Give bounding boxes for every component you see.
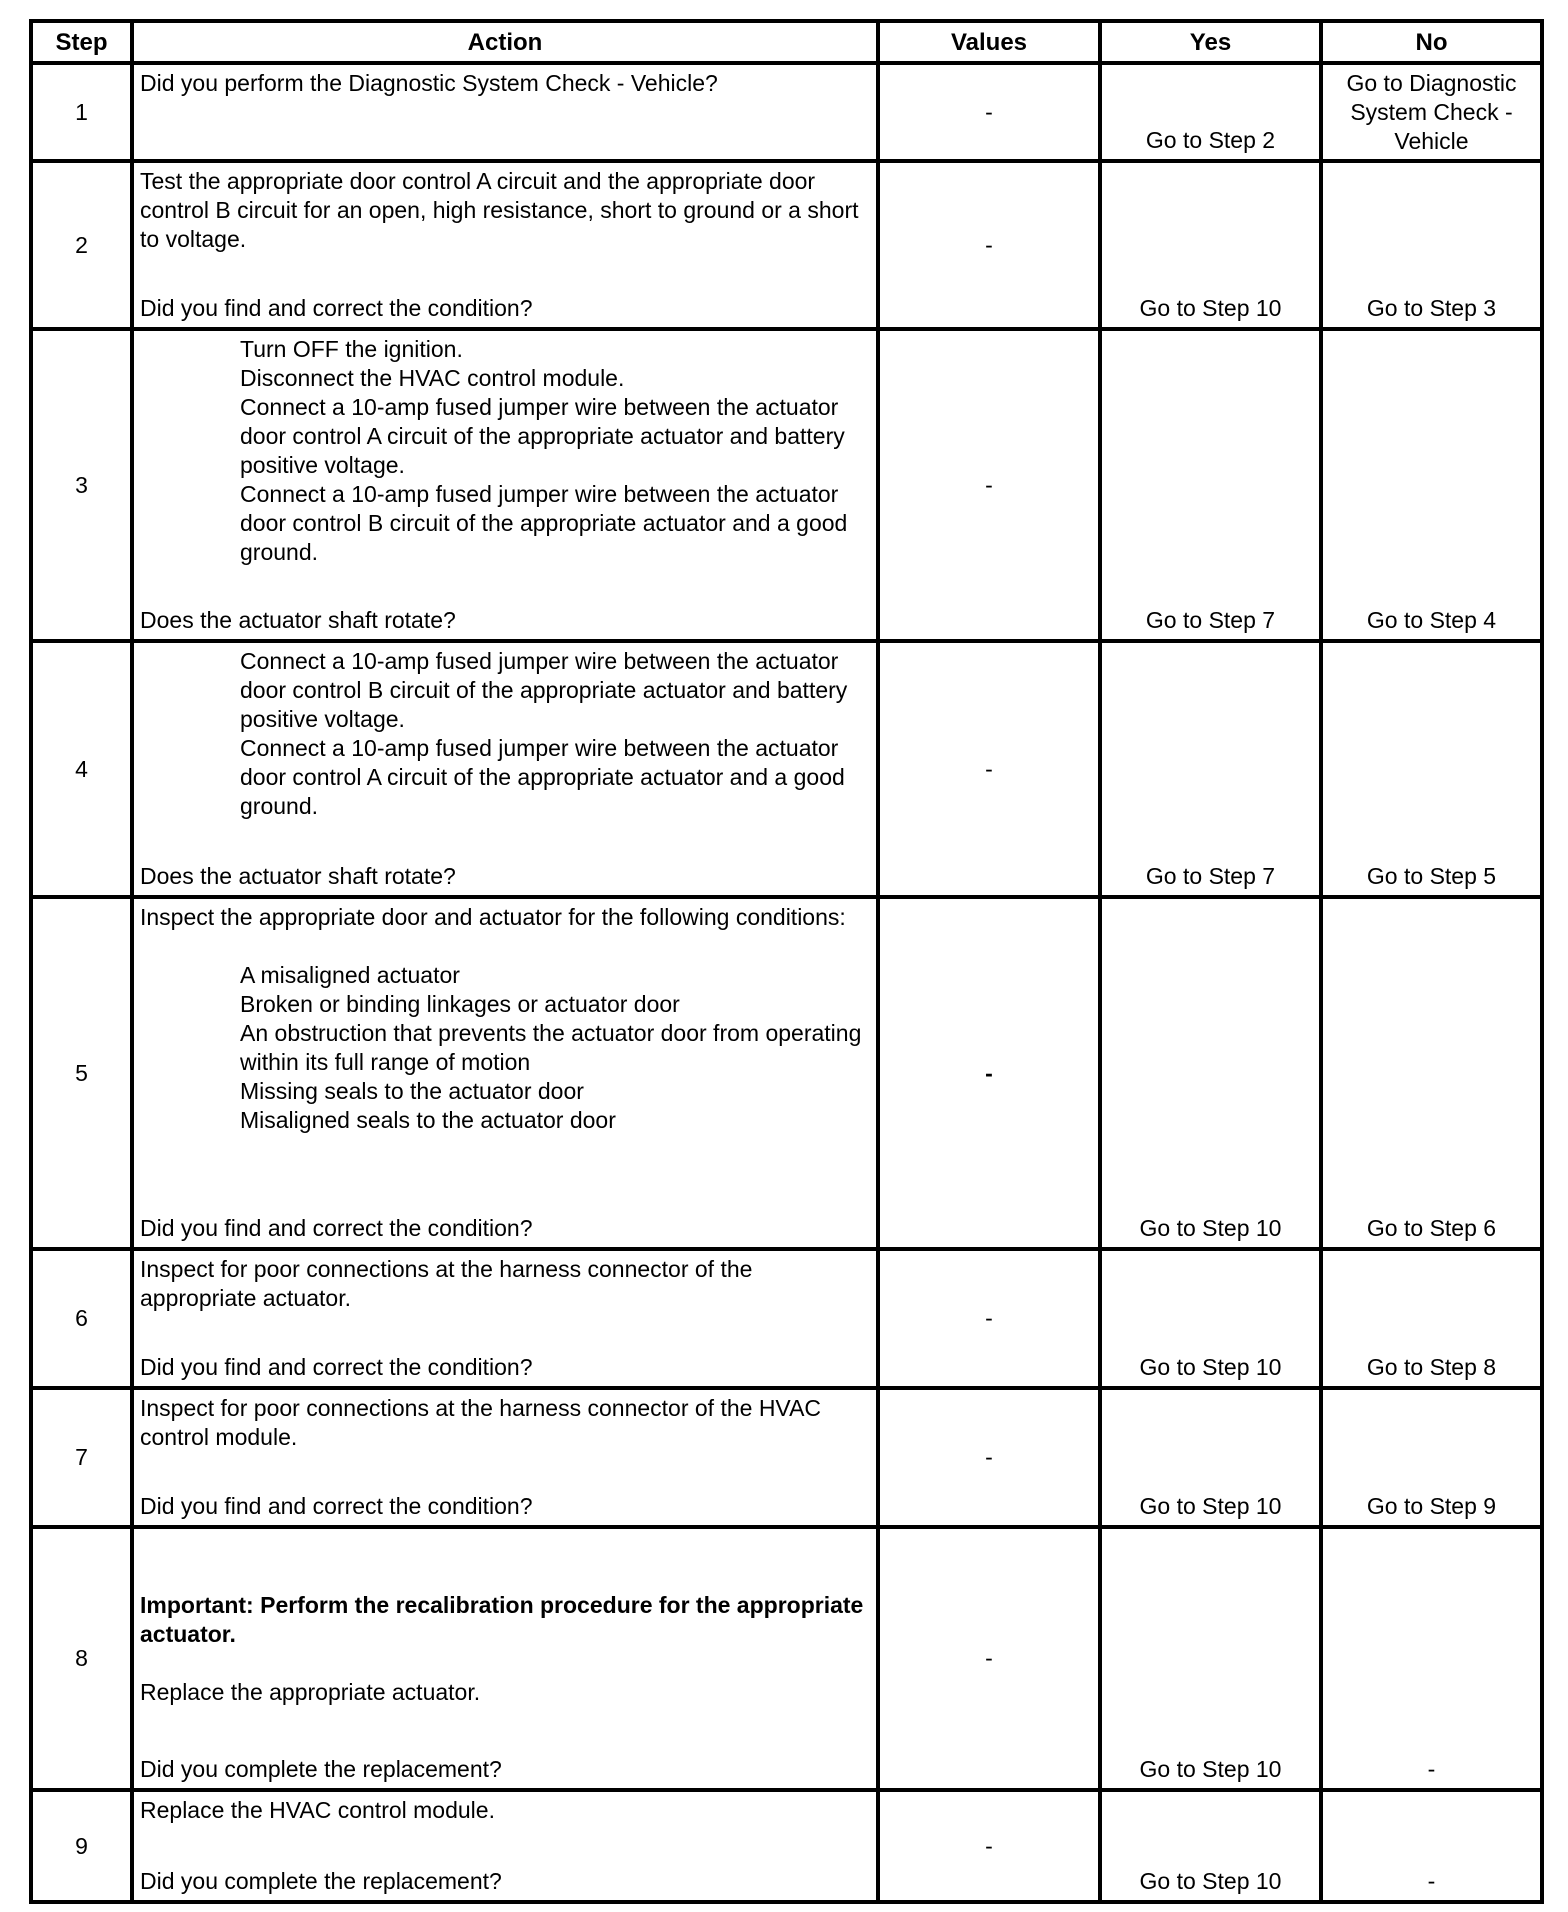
values-cell: - — [878, 161, 1100, 329]
action-intro: Test the appropriate door control A circuit and the appropriate door control B circuit for an open, high resistance, short to ground or a short to voltage. — [140, 168, 859, 252]
table-row — [31, 161, 1542, 329]
yes-cell: Go to Step 10 — [1100, 1790, 1321, 1902]
step-number: 3 — [31, 329, 132, 641]
bullet-item: Misaligned seals to the actuator door — [240, 1107, 616, 1133]
bullet-item: Connect a 10-amp fused jumper wire between the actuator door control A circuit of the appropriate actuator and a good ground. — [240, 735, 845, 819]
action-question: Does the actuator shaft rotate? — [140, 863, 456, 889]
bullet-item: Turn OFF the ignition. — [240, 336, 463, 362]
action-cell — [132, 1790, 878, 1902]
table-row — [31, 1790, 1542, 1902]
action-question: Did you find and correct the condition? — [140, 1354, 533, 1380]
yes-cell: Go to Step 2 — [1100, 63, 1321, 161]
values-cell: - — [878, 897, 1100, 1249]
action-cell — [132, 329, 878, 641]
action-cell — [132, 1249, 878, 1388]
action-question: Did you complete the replacement? — [140, 1756, 502, 1782]
bullet-item: Disconnect the HVAC control module. — [240, 365, 625, 391]
action-question: Did you find and correct the condition? — [140, 1215, 533, 1241]
bullet-item: Connect a 10-amp fused jumper wire between the actuator door control A circuit of the appropriate actuator and battery positive voltage. — [240, 394, 845, 478]
yes-cell: Go to Step 10 — [1100, 1249, 1321, 1388]
step-number: 6 — [31, 1249, 132, 1388]
no-cell: Go to Step 3 — [1321, 161, 1542, 329]
action-cell — [132, 641, 878, 897]
action-cell — [132, 1527, 878, 1790]
step-number: 9 — [31, 1790, 132, 1902]
no-cell: Go to Step 6 — [1321, 897, 1542, 1249]
no-cell: Go to Diagnostic System Check - Vehicle — [1321, 63, 1542, 161]
bullet-item: A misaligned actuator — [240, 962, 460, 988]
values-cell: - — [878, 1249, 1100, 1388]
action-intro: Inspect for poor connections at the harness connector of the appropriate actuator. — [140, 1256, 753, 1311]
action-question: Did you find and correct the condition? — [140, 295, 533, 321]
yes-cell: Go to Step 7 — [1100, 641, 1321, 897]
values-cell: - — [878, 329, 1100, 641]
action-text: Did you perform the Diagnostic System Check - Vehicle? — [140, 70, 718, 96]
action-question: Does the actuator shaft rotate? — [140, 607, 456, 633]
action-question: Did you complete the replacement? — [140, 1868, 502, 1894]
step-number: 8 — [31, 1527, 132, 1790]
action-intro: Replace the appropriate actuator. — [140, 1679, 481, 1705]
no-cell: - — [1321, 1527, 1542, 1790]
action-cell — [132, 161, 878, 329]
values-cell: - — [878, 1388, 1100, 1527]
bullet-item: Connect a 10-amp fused jumper wire between the actuator door control B circuit of the appropriate actuator and a good ground. — [240, 481, 848, 565]
table-row — [31, 897, 1542, 1249]
header-row — [31, 21, 1542, 63]
action-cell — [132, 1388, 878, 1527]
bullet-item: Broken or binding linkages or actuator door — [240, 991, 680, 1017]
no-cell: Go to Step 5 — [1321, 641, 1542, 897]
bullet-item: An obstruction that prevents the actuator door from operating within its full range of motion — [240, 1020, 862, 1075]
bullet-item: Connect a 10-amp fused jumper wire between the actuator door control B circuit of the appropriate actuator and battery positive voltage. — [240, 648, 848, 732]
table-row — [31, 1388, 1542, 1527]
table-row — [31, 329, 1542, 641]
yes-cell: Go to Step 7 — [1100, 329, 1321, 641]
table-row — [31, 641, 1542, 897]
important-note: Important: Perform the recalibration procedure for the appropriate actuator. — [140, 1592, 864, 1647]
action-cell — [132, 897, 878, 1249]
diagnostic-table — [29, 19, 1544, 1904]
bullet-list — [140, 647, 872, 821]
step-number: 2 — [31, 161, 132, 329]
step-number: 5 — [31, 897, 132, 1249]
values-cell: - — [878, 63, 1100, 161]
header-step: Step — [31, 21, 132, 63]
table-row — [31, 1249, 1542, 1388]
header-no: No — [1321, 21, 1542, 63]
table-row — [31, 1527, 1542, 1790]
no-cell: Go to Step 8 — [1321, 1249, 1542, 1388]
header-values: Values — [878, 21, 1100, 63]
action-intro: Inspect the appropriate door and actuator for the following conditions: — [140, 904, 846, 930]
step-number: 4 — [31, 641, 132, 897]
no-cell: Go to Step 4 — [1321, 329, 1542, 641]
bullet-list — [140, 335, 872, 567]
yes-cell: Go to Step 10 — [1100, 897, 1321, 1249]
bullet-list — [140, 961, 872, 1135]
yes-cell: Go to Step 10 — [1100, 1527, 1321, 1790]
step-number: 7 — [31, 1388, 132, 1527]
action-cell — [132, 63, 878, 161]
table-row — [31, 63, 1542, 161]
values-cell: - — [878, 1790, 1100, 1902]
values-cell: - — [878, 1527, 1100, 1790]
no-cell: Go to Step 9 — [1321, 1388, 1542, 1527]
no-cell: - — [1321, 1790, 1542, 1902]
action-intro: Replace the HVAC control module. — [140, 1797, 495, 1823]
action-question: Did you find and correct the condition? — [140, 1493, 533, 1519]
header-yes: Yes — [1100, 21, 1321, 63]
yes-cell: Go to Step 10 — [1100, 1388, 1321, 1527]
action-intro: Inspect for poor connections at the harness connector of the HVAC control module. — [140, 1395, 822, 1450]
header-action: Action — [132, 21, 878, 63]
step-number: 1 — [31, 63, 132, 161]
bullet-item: Missing seals to the actuator door — [240, 1078, 584, 1104]
yes-cell: Go to Step 10 — [1100, 161, 1321, 329]
values-cell: - — [878, 641, 1100, 897]
